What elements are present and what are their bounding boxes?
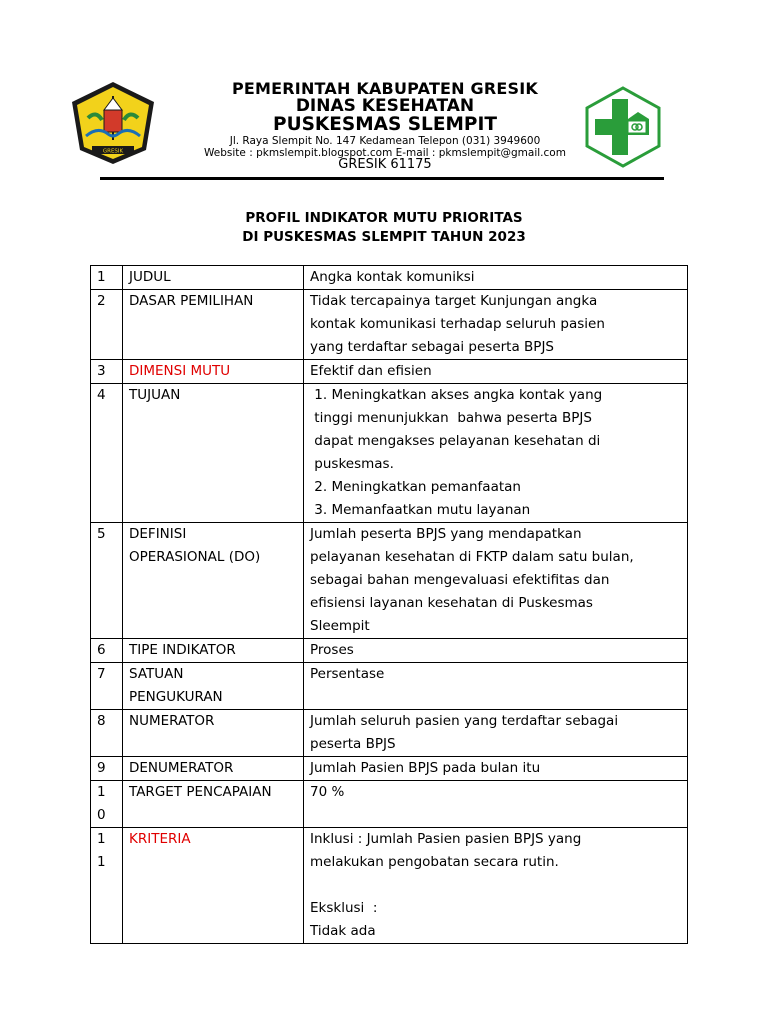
row-value-line: melakukan pengobatan secara rutin. [310,854,559,870]
row-value-line: 3. Memanfaatkan mutu layanan [310,502,531,518]
row-label [123,523,304,639]
row-value-line: efisiensi layanan kesehatan di Puskesmas [310,595,593,611]
table-row [91,384,688,523]
table-row [91,360,688,384]
row-value [304,384,688,523]
row-value-line: Efektif dan efisien [310,363,432,379]
table-row [91,290,688,360]
row-number: 7 [91,663,123,710]
row-value-line: sebagai bahan mengevaluasi efektifitas dan [310,572,610,588]
row-value-line: Sleempit [310,618,370,634]
row-value-line: Proses [310,642,354,658]
row-value-line: Inklusi : Jumlah Pasien pasien BPJS yang [310,831,582,847]
row-label: DENUMERATOR [123,757,304,781]
row-number: 5 [91,523,123,639]
row-value [304,710,688,757]
row-label: TIPE INDIKATOR [123,639,304,663]
gresik-emblem-logo [68,80,158,166]
row-value [304,360,688,384]
row-label-line: DEFINISI [129,526,187,542]
letterhead-city: GRESIK 61175 [338,157,432,172]
row-number: 3 [91,360,123,384]
row-label: DASAR PEMILIHAN [123,290,304,360]
row-value [304,266,688,290]
row-label: NUMERATOR [123,710,304,757]
row-value-line: Eksklusi : [310,900,378,916]
row-value-line: Angka kontak komuniksi [310,269,475,285]
indicator-profile-table [90,265,688,944]
row-value-line: dapat mengakses pelayanan kesehatan di [310,433,601,449]
row-value [304,757,688,781]
row-value-line: pelayanan kesehatan di FKTP dalam satu bulan, [310,549,634,565]
row-value-line: tinggi menunjukkan bahwa peserta BPJS [310,410,592,426]
row-value-line: Persentase [310,666,385,682]
row-number-digit: 0 [97,807,106,823]
row-value [304,290,688,360]
row-number: 6 [91,639,123,663]
table-row [91,266,688,290]
row-value-line: Jumlah peserta BPJS yang mendapatkan [310,526,582,542]
row-label: TUJUAN [123,384,304,523]
row-value-line: Tidak tercapainya target Kunjungan angka [310,293,598,309]
letterhead-website: Website : pkmslempit.blogspot.com E-mail : pkmslempit@gmail.com [204,147,566,159]
row-label: DIMENSI MUTU [123,360,304,384]
row-value [304,523,688,639]
row-label: KRITERIA [123,828,304,944]
row-number: 2 [91,290,123,360]
row-label-line: PENGUKURAN [129,689,223,705]
row-label: TARGET PENCAPAIAN [123,781,304,828]
row-value-line: peserta BPJS [310,736,396,752]
table-row [91,639,688,663]
row-value-line: Jumlah seluruh pasien yang terdaftar sebagai [310,713,619,729]
row-value-line: 70 % [310,784,345,800]
row-value-line: yang terdaftar sebagai peserta BPJS [310,339,554,355]
row-label-line: OPERASIONAL (DO) [129,549,261,565]
letterhead-agency: DINAS KESEHATAN [295,96,475,116]
row-number: 4 [91,384,123,523]
row-number: 8 [91,710,123,757]
row-number: 9 [91,757,123,781]
row-value [304,639,688,663]
row-value-line: kontak komunikasi terhadap seluruh pasien [310,316,605,332]
letterhead-puskesmas: PUSKESMAS SLEMPIT [273,114,497,135]
row-number [91,781,123,828]
row-value-line: 1. Meningkatkan akses angka kontak yang [310,387,603,403]
table-row [91,828,688,944]
letterhead-address: Jl. Raya Slempit No. 147 Kedamean Telepon (031) 3949600 [229,135,541,147]
emblem-label: GRESIK [102,148,124,155]
row-number-digit: 1 [97,854,106,870]
row-number: 1 [91,266,123,290]
row-label [123,663,304,710]
row-value-line: puskesmas. [310,456,394,472]
row-number-digit: 1 [97,784,106,800]
row-number [91,828,123,944]
row-value [304,781,688,828]
table-row [91,710,688,757]
row-number-digit: 1 [97,831,106,847]
row-value-line: 2. Meningkatkan pemanfaatan [310,479,521,495]
row-value-line: Tidak ada [310,923,376,939]
table-row [91,757,688,781]
document-title: PROFIL INDIKATOR MUTU PRIORITAS [245,210,523,226]
row-value-line [310,874,682,897]
table-row [91,781,688,828]
table-row [91,663,688,710]
letterhead-government: PEMERINTAH KABUPATEN GRESIK [231,79,539,98]
row-label-line: SATUAN [129,666,184,682]
document-subtitle: DI PUSKESMAS SLEMPIT TAHUN 2023 [242,229,526,245]
row-value [304,663,688,710]
row-value [304,828,688,944]
row-value-line: Jumlah Pasien BPJS pada bulan itu [310,760,541,776]
table-row [91,523,688,639]
letterhead-divider [100,177,664,180]
row-label: JUDUL [123,266,304,290]
